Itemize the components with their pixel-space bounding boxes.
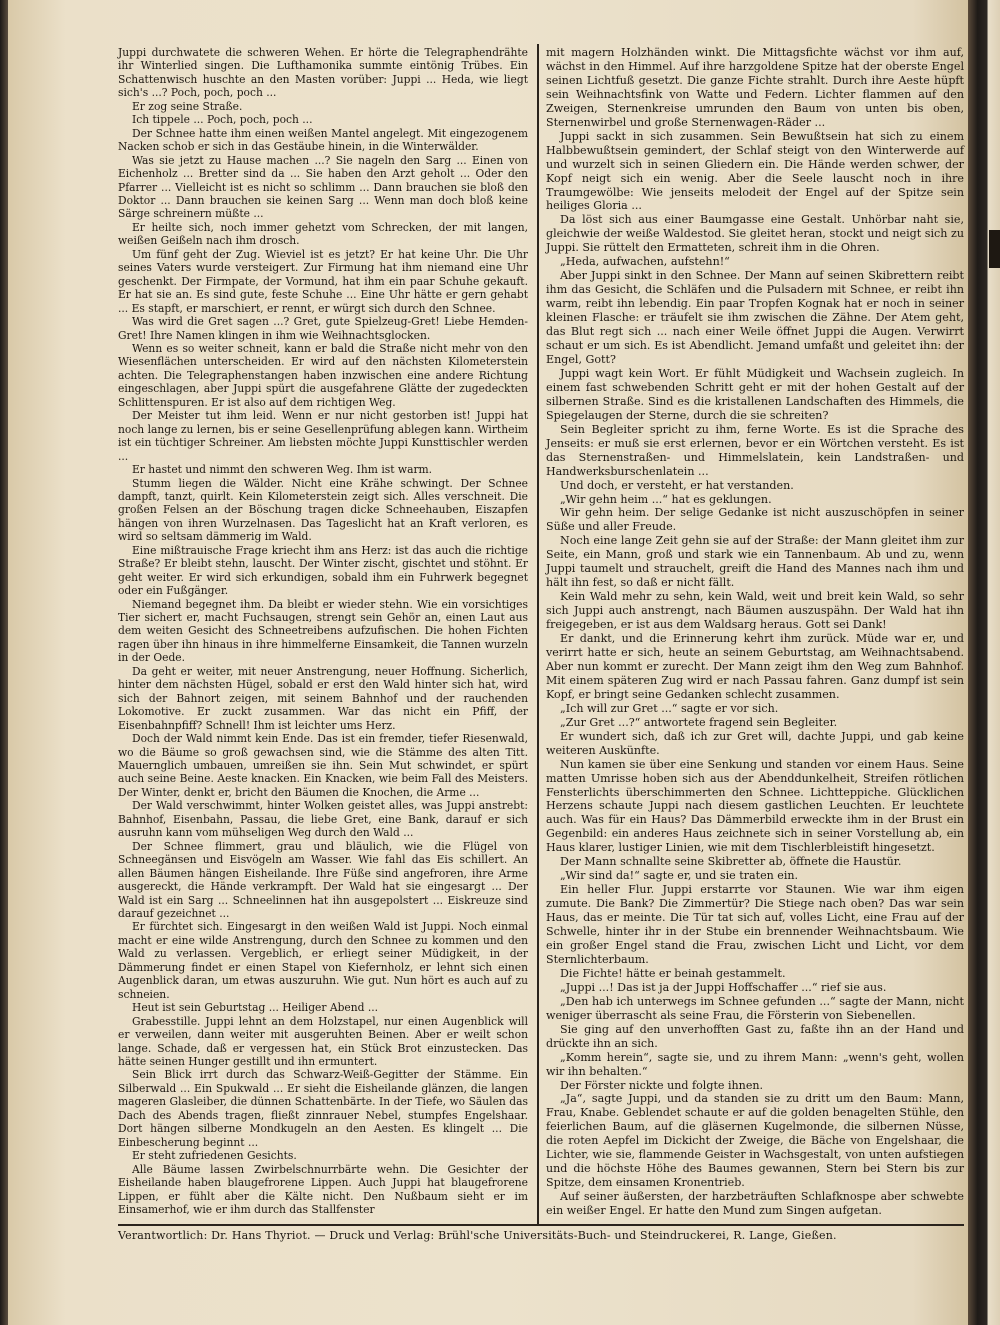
paragraph: Nun kamen sie über eine Senkung und standen vor einem Haus. Seine matten Umrisse hoben sich aus der Abenddunkelheit, Streifen rötlichen Fensterlichts überschimmerten den Schnee. Lichtteppiche. Glücklichen Herzens schaute Juppi nach diesem gastlichen Leuchten. Er leuchtete auch. Was für ein Haus? Das Dämmerbild erweckte ihm in der Brust ein Gegenbild: ein anderes Haus zeichnete sich in seiner Vorstellung ab, ein Haus klarer, lustiger Linien, wie mit dem Tischlerbleistift hingesetzt. [546,757,964,855]
paragraph: Der Wald verschwimmt, hinter Wolken geistet alles, was Juppi anstrebt: Bahnhof, Eisenbahn, Passau, die liebe Gret, eine Bank, darauf er sich ausruhn kann vom mühseligen Weg durch den Wald ... [118,799,528,840]
paragraph: Er heilte sich, noch immer gehetzt vom Schrecken, der mit langen, weißen Geißeln nach ihm drosch. [118,220,528,248]
paragraph: Er dankt, und die Erinnerung kehrt ihm zurück. Müde war er, und verirrt hatte er sich, heute an seinem Geburtstag, am Weihnachtsabend. Aber nun kommt er zurecht. Der Mann zeigt ihm den Weg zum Bahnhof. Mit einem späteren Zug wird er nach Passau fahren. Ganz dumpf ist sein Kopf, er bringt seine Gedanken schlecht zusammen. [546,632,964,701]
paragraph: Der Schnee flimmert, grau und bläulich, wie die Flügel von Schneegänsen und Eisvögeln am Wasser. Wie fahl das Eis schillert. An allen Bäumen hängen Eisheilande. Ihre Füße sind angefroren, ihre Arme ausgereckt, die Hände verkrampft. Der Wald hat sie eingesargt ... Der Wald ist ein Sarg ... Schneelinnen hat ihn ausgepolstert ... Eiskreuze sind darauf gezeichnet ... [118,839,528,920]
paragraph: Was wird die Gret sagen ...? Gret, gute Spielzeug-Gret! Liebe Hemden-Gret! Ihre Namen klingen in ihm wie Weihnachtsglocken. [118,315,528,342]
paragraph: Der Schnee hatte ihm einen weißen Mantel angelegt. Mit eingezogenem Nacken schob er sich in das Gestäube hinein, in die Winterwälder. [118,126,528,154]
paragraph: Doch der Wald nimmt kein Ende. Das ist ein fremder, tiefer Riesenwald, wo die Bäume so groß gewachsen sind, wie die Stämme des alten Titt. Mauernglich umbauen, umreißen sie ihn. Sein Mut schwindet, er spürt auch seine Beine. Aeste knacken. Ein Knacken, wie beim Fall des Meisters. Der Winter, denkt er, bricht den Bäumen die Knochen, die Arme ... [118,732,528,799]
paragraph: „Ja“, sagte Juppi, und da standen sie zu dritt um den Baum: Mann, Frau, Knabe. Geblendet schaute er auf die golden benagelten Stühle, den feierlichen Baum, auf die gläsernen Kugelmonde, die silbernen Nüsse, die roten Aepfel im Dickicht der Zweige, die Bäche von Engelshaar, die Lichter, wie sie, flammende Geister in Wachsgestalt, von unten aufstiegen und die höchste Höhe des Baumes gewannen, Stern bei Stern bis zur Spitze, dem einsamen Kronentrieb. [546,1092,964,1190]
left-column [118,46,528,1216]
paragraph: Wir gehn heim. Der selige Gedanke ist nicht auszuschöpfen in seiner Süße und aller Freude. [546,506,964,534]
paragraph: Er wundert sich, daß ich zur Gret will, dachte Juppi, und gab keine weiteren Auskünfte. [546,729,964,757]
paragraph: Ein heller Flur. Juppi erstarrte vor Staunen. Wie war ihm eigen zumute. Die Bank? Die Zimmertür? Die Stiege nach oben? Das war sein Haus, das er meinte. Die Tür tat sich auf, volles Licht, eine Frau auf der Schwelle, hinter ihr in der Stube ein brennender Weihnachtsbaum. Wie ein großer Engel stand die Frau, zwischen Licht und Licht, vor dem Sternlichterbaum. [546,883,964,966]
paragraph: Was sie jetzt zu Hause machen ...? Sie nageln den Sarg ... Einen von Eichenholz ... Bretter sind da ... Sie haben den Arzt geholt ... Oder den Pfarrer ... Vielleicht ist es nicht so schlimm ... Dann brauchen sie bloß den Doktor ... Dann brauchen sie keinen Sarg ... Wenn man doch bloß keine Särge schreinern müßte ... [118,153,528,221]
right-column [546,46,964,1218]
paragraph: Grabesstille. Juppi lehnt an dem Holzstapel, nur einen Augenblick will er verweilen, dann weiter mit ausgeruhten Beinen. Aber er weilt schon lange. Schade, daß er vergessen hat, ein Stück Brot einzustecken. Das hätte seinen Hunger gestillt und ihn ermuntert. [118,1014,528,1068]
paragraph: „Komm herein“, sagte sie, und zu ihrem Mann: „wenn's geht, wollen wir ihn behalten.“ [546,1050,964,1078]
paragraph: Stumm liegen die Wälder. Nicht eine Krähe schwingt. Der Schnee dampft, tanzt, quirlt. Kein Kilometerstein zeigt sich. Alles verschneit. Die großen Felsen an der Böschung tragen dicke Schneehauben, Eiszapfen hängen von ihren Wurzelnasen. Das Tageslicht hat an Kraft verloren, es wird so seltsam dämmerig im Wald. [118,476,528,544]
paragraph: Da löst sich aus einer Baumgasse eine Gestalt. Unhörbar naht sie, gleichwie der weiße Waldestod. Sie gleitet heran, stockt und neigt sich zu Juppi. Sie rüttelt den Ermatteten, schreit ihm in die Ohren. [546,213,964,255]
paragraph: Und doch, er versteht, er hat verstanden. [560,478,794,492]
column-divider [537,44,539,1224]
paragraph: Juppi sackt in sich zusammen. Sein Bewußtsein hat sich zu einem Halbbewußtsein gemindert, der Schlaf steigt von den Winterwerde auf und wurzelt sich in seinen Gliedern ein. Die Hände werden schwer, der Kopf neigt sich ein wenig. Aber die Seele lauscht noch in ihre Traumgewölbe: Wie jenseits melodeit der Engel auf der Spitze sein heiliges Gloria ... [546,129,964,213]
paragraph: Noch eine lange Zeit gehn sie auf der Straße: der Mann gleitet ihm zur Seite, ein Mann, groß und stark wie ein Tannenbaum. Ab und zu, wenn Juppi taumelt und strauchelt, greift die Hand des Mannes nach ihm und hält ihn fest, so daß er nicht fällt. [546,534,964,590]
paragraph: „Ich will zur Gret ...“ sagte er vor sich. [560,701,779,715]
paragraph: Der Förster nickte und folgte ihnen. [560,1078,764,1092]
paragraph: Kein Wald mehr zu sehn, kein Wald, weit und breit kein Wald, so sehr sich Juppi auch anstrengt, nach Bäumen auszuspähn. Der Wald hat ihn freigegeben, er ist aus dem Waldsarg heraus. Gott sei Dank! [546,590,964,632]
next-page-fragment [989,230,1000,268]
paragraph: „Heda, aufwachen, aufstehn!“ [560,255,730,269]
paragraph: Heut ist sein Geburtstag ... Heiliger Abend ... [132,1001,379,1015]
paragraph: Da geht er weiter, mit neuer Anstrengung, neuer Hoffnung. Sicherlich, hinter dem nächsten Hügel, sobald er erst den Wald hinter sich hat, wird sich der Bahnort zeigen, mit seinem Bahnhof und der rauchenden Lokomotive. Er zuckt zusammen. War das nicht ein Pfiff, der Eisenbahnpfiff? Schnell! Ihm ist leichter ums Herz. [118,664,528,732]
paragraph: „Den hab ich unterwegs im Schnee gefunden ...“ sagte der Mann, nicht weniger überrascht als seine Frau, die Försterin von Siebenellen. [546,994,964,1022]
paragraph: „Wir gehn heim ...“ hat es geklungen. [560,492,772,506]
book-spine [968,0,1000,1325]
paragraph: Der Mann schnallte seine Skibretter ab, öffnete die Haustür. [560,855,902,869]
paragraph: Sein Blick irrt durch das Schwarz-Weiß-Gegitter der Stämme. Ein Silberwald ... Ein Spukwald ... Er sieht die Eisheilande glänzen, die langen mageren Glasleiber, die dünnen Schattenbärte. In der Tiefe, wo Säulen das Dach des Abends tragen, fließt zinnrauer Nebel, stumpfes Engelshaar. Dort hängen silberne Mondkugeln an den Aesten. Es klingelt ... Die Einbescherung beginnt ... [118,1068,528,1149]
paragraph: Die Fichte! hätte er beinah gestammelt. [560,966,786,980]
paragraph: Er hastet und nimmt den schweren Weg. Ihm ist warm. [132,463,433,477]
paragraph: „Wir sind da!“ sagte er, und sie traten ein. [560,869,799,883]
paragraph: Sie ging auf den unverhofften Gast zu, faßte ihn an der Hand und drückte ihn an sich. [546,1022,964,1050]
paragraph: Niemand begegnet ihm. Da bleibt er wieder stehn. Wie ein vorsichtiges Tier sichert er, macht Fuchsaugen, strengt sein Gehör an, einen Laut aus dem weiten Gesicht des Schneetreibens aufzufischen. Die hohen Fichten ragen über ihn hinaus in ihre himmelferne Einsamkeit, die Tannen wurzeln in der Oede. [118,597,528,665]
paragraph: Um fünf geht der Zug. Wieviel ist es jetzt? Er hat keine Uhr. Die Uhr seines Vaters wurde versteigert. Zur Firmung hat ihm niemand eine Uhr geschenkt. Der Firmpate, der Vormund, hat ihm ein paar Schuhe gekauft. Er hat sie an. Es sind gute, feste Schuhe ... Eine Uhr hätte er gern gehabt ... Es stapft, er marschiert, er rennt, er würgt sich durch den Schnee. [118,247,528,315]
paragraph: „Juppi ...! Das ist ja der Juppi Hoffschaffer ...“ rief sie aus. [560,980,887,994]
paragraph: Wenn es so weiter schneit, kann er bald die Straße nicht mehr von den Wiesenflächen unterscheiden. Er wird auf den nächsten Kilometerstein achten. Die Telegraphenstangen haben inzwischen eine andere Richtung eingeschlagen, aber Juppi spürt die ausgefahrene Glätte der zugedeckten Schlittenspuren. Er ist also auf dem richtigen Weg. [118,341,528,409]
paragraph: Sein Begleiter spricht zu ihm, ferne Worte. Es ist die Sprache des Jenseits: er muß sie erst erlernen, bevor er ein Wörtchen versteht. Es ist das Sternenstraßen- und Himmelslatein, kein Landstraßen- und Handwerksburschenlatein ... [546,422,964,478]
paragraph: Aber Juppi sinkt in den Schnee. Der Mann auf seinen Skibrettern reibt ihm das Gesicht, die Schläfen und die Pulsadern mit Schnee, er reibt ihn warm, reibt ihn lebendig. Ein paar Tropfen Kognak hat er noch in seiner kleinen Flasche: er träufelt sie ihm zwischen die Zähne. Der Atem geht, das Blut regt sich ... nach einer Weile öffnet Juppi die Augen. Verwirrt schaut er um sich. Es ist Abendlicht. Jemand umfaßt und geleitet ihn: der Engel, Gott? [546,269,964,366]
paragraph: Der Meister tut ihm leid. Wenn er nur nicht gestorben ist! Juppi hat noch lange zu lernen, bis er seine Gesellenprüfung ablegen kann. Wirtheim ist ein tüchtiger Schreiner. Am liebsten möchte Juppi Kunsttischler werden ... [118,409,528,463]
footer-divider [118,1224,964,1226]
paragraph: Er zog seine Straße. [132,99,243,113]
paragraph: Juppi durchwatete die schweren Wehen. Er hörte die Telegraphendrähte ihr Winterlied singen. Die Lufthamonika summte eintönig Trübes. Ein Schattenwisch huschte an den Masten vorüber: Juppi ... Heda, wie liegt sich's ...? Poch, poch, poch ... [118,46,528,100]
paragraph: Eine mißtrauische Frage kriecht ihm ans Herz: ist das auch die richtige Straße? Er bleibt stehn, lauscht. Der Winter zischt, gischtet und stöhnt. Er geht weiter. Er wird sich erkundigen, sobald ihm ein Fuhrwerk begegnet oder ein Fußgänger. [118,543,528,598]
imprint-footer: Verantwortlich: Dr. Hans Thyriot. — Druck und Verlag: Brühl'sche Universitäts-Buch- und Steindruckerei, R. Lange, Gießen. [118,1229,837,1242]
paragraph: Auf seiner äußersten, der harzbeträuften Schlafknospe aber schwebte ein weißer Engel. Er hatte den Mund zum Singen aufgetan. [546,1190,964,1218]
paragraph: Er steht zufriedenen Gesichts. [132,1149,297,1163]
paragraph: Alle Bäume lassen Zwirbelschnurrbärte wehn. Die Gesichter der Eisheilande haben blaugefrorene Lippen. Auch Juppi hat blaugefrorene Lippen, er fühlt aber die Kälte nicht. Den Nußbaum sieht er im Einsamerhof, wie er ihm durch das Stallfenster [118,1162,528,1216]
paragraph: Juppi wagt kein Wort. Er fühlt Müdigkeit und Wachsein zugleich. In einem fast schwebenden Schritt geht er mit der hohen Gestalt auf der silbernen Straße. Sind es die kristallenen Landschaften des Himmels, die Spiegelaugen der Sterne, durch die sie schreiten? [546,366,964,422]
paragraph: Ich tippele ... Poch, poch, poch ... [132,113,313,127]
paragraph: Er fürchtet sich. Eingesargt in den weißen Wald ist Juppi. Noch einmal macht er eine wilde Anstrengung, durch den Schnee zu kommen und den Wald zu verlassen. Vergeblich, er erliegt seiner Müdigkeit, in der Dämmerung findet er einen Stapel von Kiefernholz, er lehnt sich einen Augenblick daran, um etwas auszuruhn. Wie gut. Nun hört es auch auf zu schneien. [118,920,528,1001]
paragraph: mit magern Holzhänden winkt. Die Mittagsfichte wächst vor ihm auf, wächst in den Himmel. Auf ihre harzgoldene Spitze hat der oberste Engel seinen Lichtfuß gesetzt. Die ganze Fichte strahlt. Durch ihre Aeste hüpft sein Weihnachtsfink von Watte und Federn. Lichter flammen auf den Zweigen, Sternenkreise umrunden den Baum von unten bis oben, Sternenwirbel und große Sternenwagen-Räder ... [546,46,964,129]
paragraph: „Zur Gret ...?“ antwortete fragend sein Begleiter. [560,715,838,729]
